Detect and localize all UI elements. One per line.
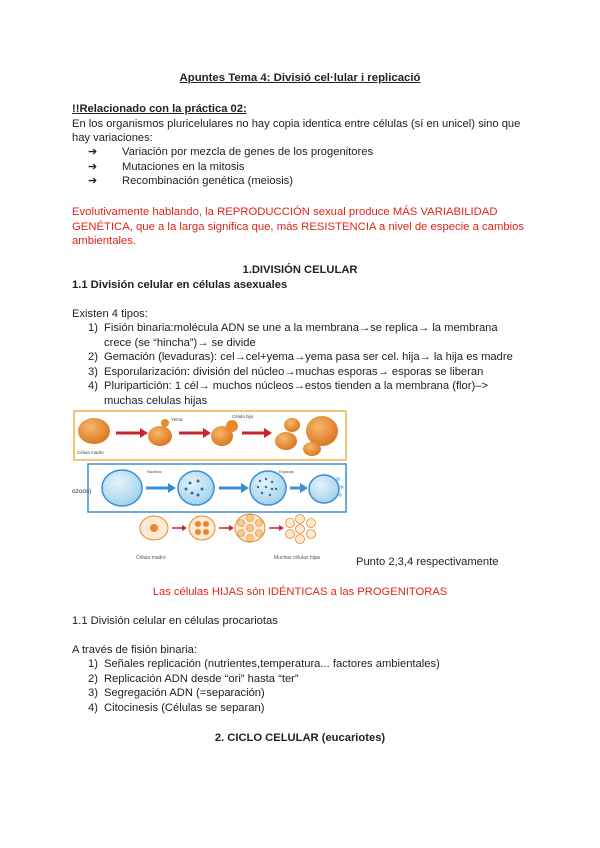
yeast-cell bbox=[303, 442, 321, 456]
figure-label: Célula hija bbox=[232, 414, 254, 419]
nucleus bbox=[150, 524, 158, 532]
cell bbox=[250, 471, 286, 505]
variation-item: ➔ Recombinación genética (meiosis) bbox=[88, 175, 293, 188]
pluripartition-row bbox=[136, 514, 321, 561]
procariota-step-item: 2) Replicación ADN desde “ori” hasta “ter” bbox=[88, 672, 299, 685]
evolution-note-line-2: GENÉTICA, que a la larga significa que, más RESISTENCIA a nivel de especie a cambios bbox=[72, 221, 525, 233]
variation-item: ➔ Mutaciones en la mitosis bbox=[88, 160, 245, 173]
identical-cells-note: Las células HIJAS són IDÉNTICAS a las PROGENITORAS bbox=[152, 586, 448, 598]
arrow-icon bbox=[229, 525, 234, 531]
budding-row bbox=[74, 411, 346, 460]
intro-line-2: hay variaciones: bbox=[72, 132, 153, 144]
yeast-cell bbox=[275, 432, 297, 450]
procariota-step-item: 1) Señales replicación (nutrientes,temperatura... factores ambientales) bbox=[88, 658, 440, 670]
yeast-cell bbox=[306, 416, 338, 446]
bud bbox=[226, 420, 238, 432]
figure-caption: Punto 2,3,4 respectivamente bbox=[356, 556, 499, 568]
arrow-bullet-icon: ➔ bbox=[88, 175, 98, 188]
variation-list bbox=[72, 145, 373, 189]
procariota-step-item: 4) Citocinesis (Células se separan) bbox=[88, 701, 265, 714]
intro-line-1: En los organismos pluricelulares no hay copia identica entre células (sí en unicel) sino que bbox=[72, 118, 521, 130]
asexual-type-item: 1) Fisión binaria:molécula ADN se une a la membrana→se replica→ la membrana crece (se “hincha”)→ se divide bbox=[88, 322, 498, 349]
asexual-types-list bbox=[72, 321, 532, 409]
yeast-cell bbox=[78, 418, 110, 444]
procariota-step-item: 3) Segregación ADN (=separación) bbox=[88, 687, 265, 700]
cell bbox=[102, 470, 142, 506]
sporulation-row bbox=[72, 464, 346, 512]
figure-label: Yema bbox=[171, 417, 183, 422]
evolution-note-line-1: Evolutivamente hablando, la REPRODUCCIÓN sexual produce MÁS VARIABILIDAD bbox=[72, 206, 498, 218]
section-1-title: 1.DIVISIÓN CELULAR bbox=[242, 264, 358, 276]
cell bbox=[178, 471, 214, 505]
asexual-type-item: 3) Esporularización: división del núcleo→muchas esporas→ esporas se liberan bbox=[88, 365, 484, 378]
figure-label: Célula madre bbox=[77, 450, 104, 455]
procariotas-steps-list bbox=[72, 657, 532, 715]
evolution-note-line-3: ambientales. bbox=[72, 235, 137, 247]
arrow-icon bbox=[279, 525, 284, 531]
section-2-title: 2. CICLO CELULAR (eucariotes) bbox=[214, 732, 386, 744]
figure-label: Esporas bbox=[279, 469, 294, 474]
arrow-bullet-icon: ➔ bbox=[88, 146, 98, 158]
procariotas-intro: A través de fisión binaria: bbox=[72, 644, 197, 656]
asexual-type-item: 2) Gemación (levaduras): cel→cel+yema→yema pasa ser cel. hija→ la hija es madre bbox=[88, 351, 513, 364]
yeast-cell bbox=[148, 426, 172, 446]
section-1-1-procariotas-title: 1.1 División celular en células procariotas bbox=[72, 615, 278, 627]
figure-label: ozoos) bbox=[72, 488, 92, 495]
figure-label: Muchas células hijas bbox=[274, 555, 321, 561]
asexual-reproduction-figure bbox=[74, 409, 350, 564]
figure-label: Núcleos bbox=[147, 469, 162, 474]
figure-label: Célula madre bbox=[136, 555, 166, 561]
arrow-icon bbox=[182, 525, 187, 531]
arrow-bullet-icon: ➔ bbox=[88, 160, 98, 173]
asexual-types-intro: Existen 4 tipos: bbox=[72, 308, 148, 320]
cell bbox=[189, 516, 215, 540]
cell bbox=[309, 475, 339, 503]
bud bbox=[161, 419, 169, 427]
asexual-type-item: 4) Pluripartición: 1 cél→ muchos núcleos→estos tienden a la membrana (flor)–> muchas celulas hijas bbox=[88, 380, 488, 407]
yeast-cell bbox=[284, 418, 300, 432]
intro-heading: !!Relacionado con la práctica 02: bbox=[72, 103, 247, 115]
section-1-1-title: 1.1 División celular en células asexuales bbox=[72, 279, 288, 291]
variation-item: ➔ Variación por mezcla de genes de los progenitores bbox=[88, 146, 374, 158]
document-title: Apuntes Tema 4: Divisió cel·lular i replicació bbox=[179, 72, 421, 84]
